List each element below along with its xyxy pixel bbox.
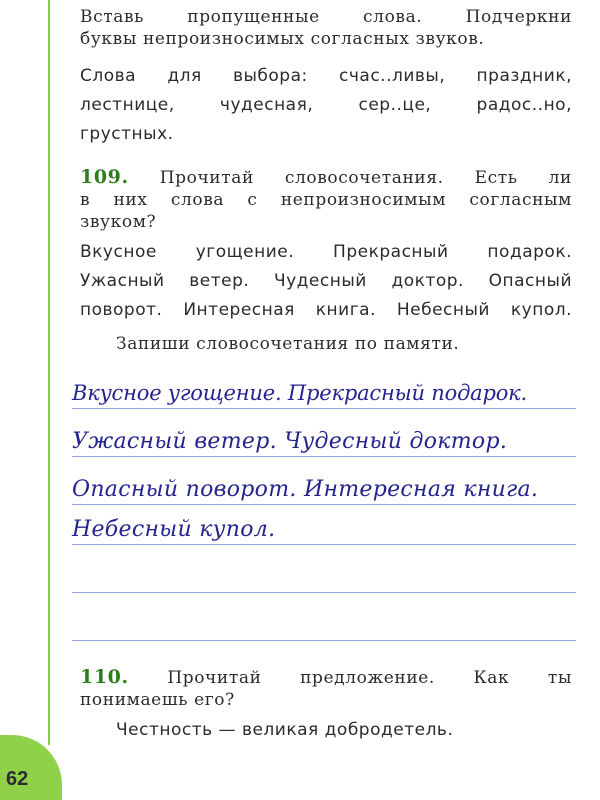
writing-area: [72, 378, 576, 648]
word-choice: [80, 62, 572, 149]
task-intro-line-1: Вставь пропущенные слова. Подчеркни: [80, 7, 572, 27]
task-109-line-2: в них слова с непроизносимым согласным: [80, 190, 572, 210]
phrases-line-1: Вкусное угощение. Прекрасный подарок.: [80, 242, 572, 262]
writing-rule: [72, 544, 576, 545]
handwritten-line-4: Небесный купол.: [72, 517, 276, 542]
margin-line: [48, 0, 50, 745]
writing-rule: [72, 640, 576, 641]
task-110-line-2: понимаешь его?: [80, 690, 235, 710]
phrases-line-3: поворот. Интересная книга. Небесный купол.: [80, 300, 572, 320]
task-110-line-1: Прочитай предложение. Как ты: [167, 668, 572, 688]
word-choice-line-2: лестнице, чудесная, сер..це, радос..но,: [80, 95, 572, 115]
task-number-109: 109.: [80, 166, 129, 188]
page-number: 62: [6, 768, 29, 790]
task-109-header: [80, 166, 572, 233]
task-intro: [80, 6, 572, 50]
writing-rule: [72, 408, 576, 409]
word-choice-line-1: Слова для выбора: счас..ливы, праздник,: [80, 66, 572, 86]
writing-rule: [72, 592, 576, 593]
handwritten-line-3: Опасный поворот. Интересная книга.: [72, 477, 539, 502]
task-110-sentence-block: [116, 716, 572, 745]
task-109-instruction: [116, 333, 572, 355]
task-109-line-3: звуком?: [80, 212, 157, 232]
task-109-phrases: [80, 238, 572, 325]
writing-rule: [72, 456, 576, 457]
word-choice-line-3: грустных.: [80, 124, 174, 144]
phrases-line-2: Ужасный ветер. Чудесный доктор. Опасный: [80, 271, 572, 291]
handwritten-line-2: Ужасный ветер. Чудесный доктор.: [72, 429, 508, 454]
task-109-line-1: Прочитай словосочетания. Есть ли: [159, 168, 572, 188]
writing-rule: [72, 504, 576, 505]
handwritten-line-1: Вкусное угощение. Прекрасный подарок.: [72, 381, 527, 405]
instruction-text: Запиши словосочетания по памяти.: [116, 334, 460, 354]
task-110-header: [80, 666, 572, 711]
task-intro-line-2: буквы непроизносимых согласных звуков.: [80, 29, 485, 49]
task-number-110: 110.: [80, 666, 129, 688]
task-110-sentence: Честность — великая добродетель.: [116, 720, 454, 740]
